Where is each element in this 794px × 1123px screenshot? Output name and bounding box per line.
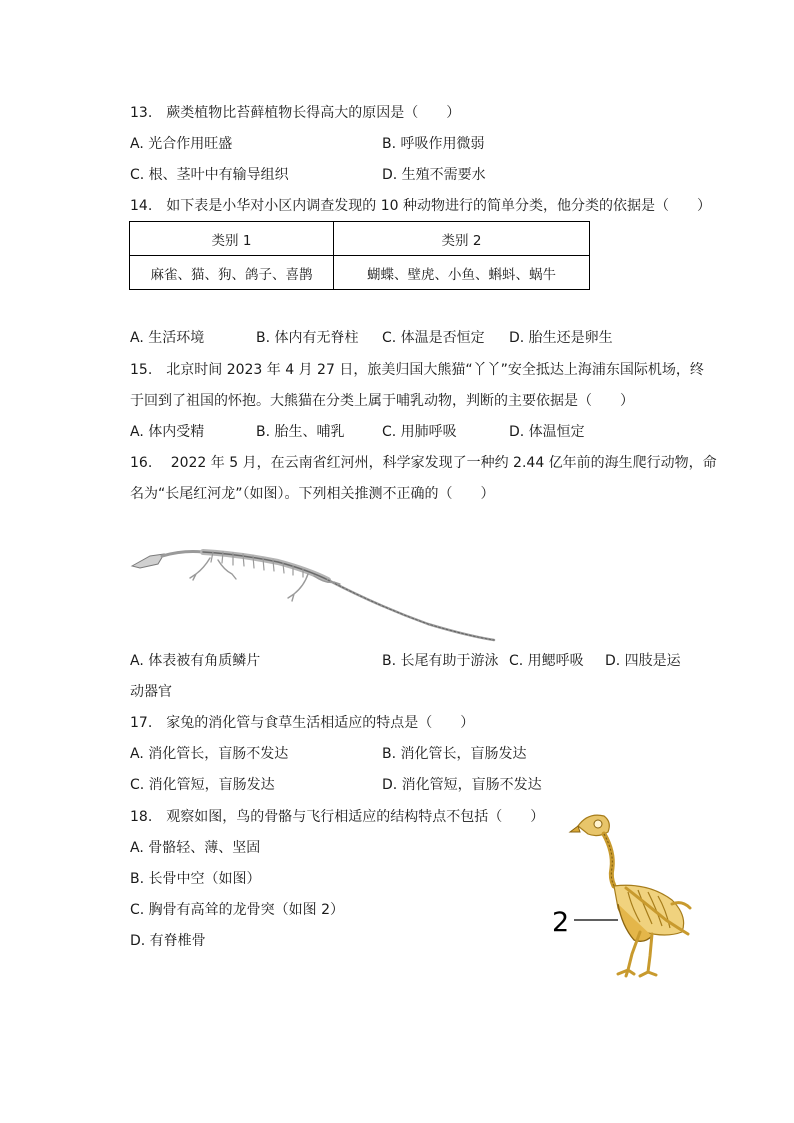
q18-option-b: B. 长骨中空（如图） xyxy=(130,871,261,887)
q17-stem: 17. 家兔的消化管与食草生活相适应的特点是（ ） xyxy=(130,715,475,731)
q14-option-a: A. 生活环境 xyxy=(130,330,205,346)
table-header-category-1: 类别 1 xyxy=(130,222,334,256)
table-cell-category-2: 蝴蝶、壁虎、小鱼、蝌蚪、蜗牛 xyxy=(334,256,590,290)
q13-stem: 13. 蕨类植物比苔藓植物长得高大的原因是（ ） xyxy=(130,105,461,121)
q16-stem-line1: 16. 2022 年 5 月，在云南省红河州，科学家发现了一种约 2.44 亿年前的海生爬行动物，命 xyxy=(130,455,717,471)
q14-option-d: D. 胎生还是卵生 xyxy=(509,330,613,346)
q15-option-c: C. 用肺呼吸 xyxy=(382,424,457,440)
q18-option-a: A. 骨骼轻、薄、坚固 xyxy=(130,840,261,856)
q15-option-b: B. 胎生、哺乳 xyxy=(256,424,345,440)
q17-option-b: B. 消化管长，盲肠发达 xyxy=(382,746,527,762)
table-row xyxy=(130,256,590,290)
q17-option-c: C. 消化管短，盲肠发达 xyxy=(130,777,275,793)
q16-option-a: A. 体表被有角质鳞片 xyxy=(130,653,261,669)
q14-option-b: B. 体内有无脊柱 xyxy=(256,330,359,346)
q17-option-d: D. 消化管短，盲肠不发达 xyxy=(382,777,542,793)
q14-option-c: C. 体温是否恒定 xyxy=(382,330,485,346)
q15-option-d: D. 体温恒定 xyxy=(509,424,585,440)
q18-option-d: D. 有脊椎骨 xyxy=(130,933,206,949)
q13-option-b: B. 呼吸作用微弱 xyxy=(382,136,485,152)
q17-option-a: A. 消化管长，盲肠不发达 xyxy=(130,746,289,762)
q14-stem: 14. 如下表是小华对小区内调查发现的 10 种动物进行的简单分类，他分类的依据是（ ） xyxy=(130,198,711,214)
q16-option-c: C. 用鳃呼吸 xyxy=(509,653,584,669)
table-cell-category-1: 麻雀、猫、狗、鸽子、喜鹊 xyxy=(130,256,334,290)
q16-option-b: B. 长尾有助于游泳 xyxy=(382,653,499,669)
q16-option-d: D. 四肢是运 xyxy=(605,653,681,669)
q15-stem-line1: 15. 北京时间 2023 年 4 月 27 日，旅美归国大熊猫“丫丫”安全抵达上海浦东国际机场，终 xyxy=(130,362,704,378)
classification-table xyxy=(129,221,590,290)
bird-skeleton-image xyxy=(548,804,696,984)
q16-stem-line2: 名为“长尾红河龙”（如图）。下列相关推测不正确的（ ） xyxy=(130,486,495,502)
q13-option-d: D. 生殖不需要水 xyxy=(382,167,486,183)
table-header-category-2: 类别 2 xyxy=(334,222,590,256)
q15-stem-line2: 于回到了祖国的怀抱。大熊猫在分类上属于哺乳动物，判断的主要依据是（ ） xyxy=(130,393,634,409)
q16-option-d-continuation: 动器官 xyxy=(130,684,172,700)
fossil-reptile-image xyxy=(128,538,498,646)
table-header-row xyxy=(130,222,590,256)
q18-option-c: C. 胸骨有高耸的龙骨突（如图 2） xyxy=(130,902,345,918)
q18-stem: 18. 观察如图，鸟的骨骼与飞行相适应的结构特点不包括（ ） xyxy=(130,809,545,825)
q13-option-c: C. 根、茎叶中有输导组织 xyxy=(130,167,289,183)
figure-label-2: 2 xyxy=(552,907,570,938)
q13-option-a: A. 光合作用旺盛 xyxy=(130,136,233,152)
q15-option-a: A. 体内受精 xyxy=(130,424,205,440)
